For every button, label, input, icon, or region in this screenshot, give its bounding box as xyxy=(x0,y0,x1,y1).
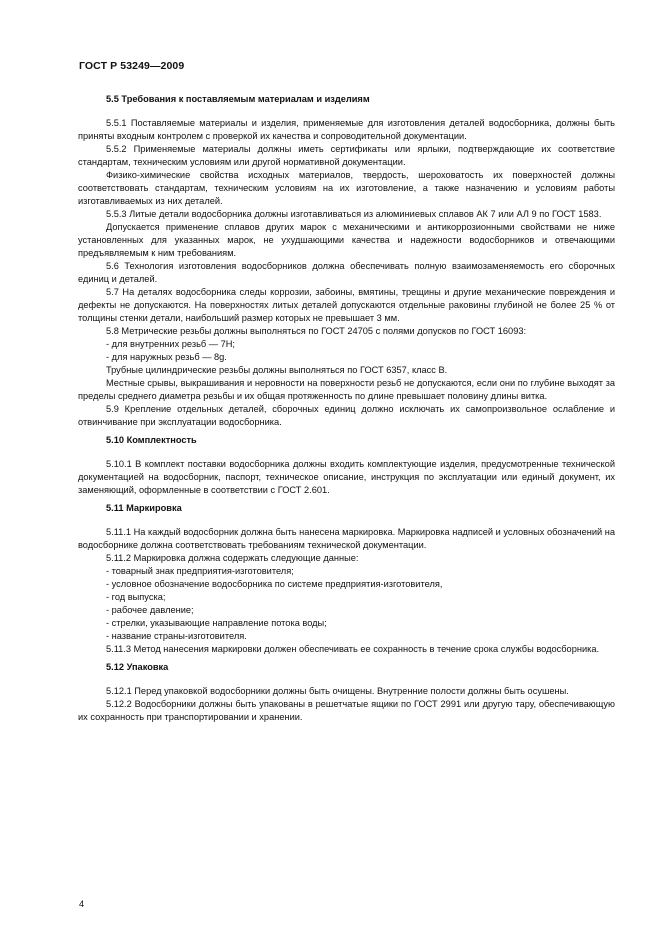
list-item: - для внутренних резьб — 7Н; xyxy=(106,339,236,349)
document-body xyxy=(78,90,615,724)
paragraph: 5.12.2 Водосборники должны быть упакованы в решетчатые ящики по ГОСТ 2991 или другую тару, обеспечивающую их сохранность при транспортировании и хранении. xyxy=(78,699,615,722)
paragraph: Трубные цилиндрические резьбы должны выполняться по ГОСТ 6357, класс В. xyxy=(106,365,448,375)
paragraph: 5.10.1 В комплект поставки водосборника должны входить комплектующие изделия, предусмотренные технической документацией на водосборник, паспорт, техническое описание, инструкция по эксплуатации или единый документ, их заменяющий, оформленные в соответствии с ГОСТ 2.601. xyxy=(78,459,615,495)
list-item: - рабочее давление; xyxy=(106,605,194,615)
paragraph: 5.11.1 На каждый водосборник должна быть нанесена маркировка. Маркировка надписей и условных обозначений на водосборнике должна соответствовать требованиям технической документации. xyxy=(78,527,615,550)
paragraph: 5.12.1 Перед упаковкой водосборники должны быть очищены. Внутренние полости должны быть осушены. xyxy=(106,686,569,696)
paragraph: 5.8 Метрические резьбы должны выполняться по ГОСТ 24705 с полями допусков по ГОСТ 16093: xyxy=(106,326,527,336)
list-item: - год выпуска; xyxy=(106,592,166,602)
section-heading: 5.10 Комплектность xyxy=(106,435,197,445)
paragraph: Допускается применение сплавов других марок с механическими и антикоррозионными свойствами не ниже установленных для указанных марок, не ухудшающими качества и надежности водосборников и отвечающими предъявляемым к ним требованиям. xyxy=(78,222,615,258)
paragraph: 5.5.3 Литые детали водосборника должны изготавливаться из алюминиевых сплавов АК 7 или АЛ 9 по ГОСТ 1583. xyxy=(106,209,602,219)
paragraph: 5.6 Технология изготовления водосборников должна обеспечивать полную взаимозаменяемость его сборочных единиц и деталей. xyxy=(78,261,615,284)
paragraph: 5.5.1 Поставляемые материалы и изделия, применяемые для изготовления деталей водосборника, должны быть приняты входным контролем с проверкой их качества и сопроводительной документации. xyxy=(78,118,615,141)
page-number: 4 xyxy=(79,899,85,909)
paragraph: 5.11.2 Маркировка должна содержать следующие данные: xyxy=(106,553,359,563)
paragraph: 5.11.3 Метод нанесения маркировки должен обеспечивать ее сохранность в течение срока службы водосборника. xyxy=(106,644,600,654)
paragraph: 5.5.2 Применяемые материалы должны иметь сертификаты или ярлыки, подтверждающие их соответствие стандартам, техническим условиям или другой нормативной документации. xyxy=(78,144,615,167)
standard-header: ГОСТ Р 53249—2009 xyxy=(79,60,185,72)
list-item: - товарный знак предприятия-изготовителя; xyxy=(106,566,294,576)
section-heading: 5.5 Требования к поставляемым материалам и изделиям xyxy=(106,94,370,104)
section-heading: 5.12 Упаковка xyxy=(106,662,169,672)
paragraph: Местные срывы, выкрашивания и неровности на поверхности резьб не допускаются, если они по глубине выходят за пределы среднего диаметра резьбы и их общая протяженность по длине превышает половину длины витка. xyxy=(78,378,615,401)
list-item: - стрелки, указывающие направление потока воды; xyxy=(106,618,327,628)
paragraph: Физико-химические свойства исходных материалов, твердость, шероховатость их поверхностей должны соответствовать стандартам, техническим условиям на их изготовление, а также назначению и условиям работы изготавливаемых из них деталей. xyxy=(78,170,615,206)
list-item: - условное обозначение водосборника по системе предприятия-изготовителя, xyxy=(106,579,443,589)
paragraph: 5.7 На деталях водосборника следы коррозии, забоины, вмятины, трещины и другие механические повреждения и дефекты не допускаются. На поверхностях литых деталей допускаются отдельные раковины глубиной не более 25 % от толщины стенки детали, наибольший размер которых не превышает 3 мм. xyxy=(78,287,615,323)
section-heading: 5.11 Маркировка xyxy=(106,503,182,513)
paragraph: 5.9 Крепление отдельных деталей, сборочных единиц должно исключать их самопроизвольное ослабление и отвинчивание при эксплуатации водосборника. xyxy=(78,404,615,427)
list-item: - название страны-изготовителя. xyxy=(106,631,247,641)
list-item: - для наружных резьб — 8g. xyxy=(106,352,227,362)
